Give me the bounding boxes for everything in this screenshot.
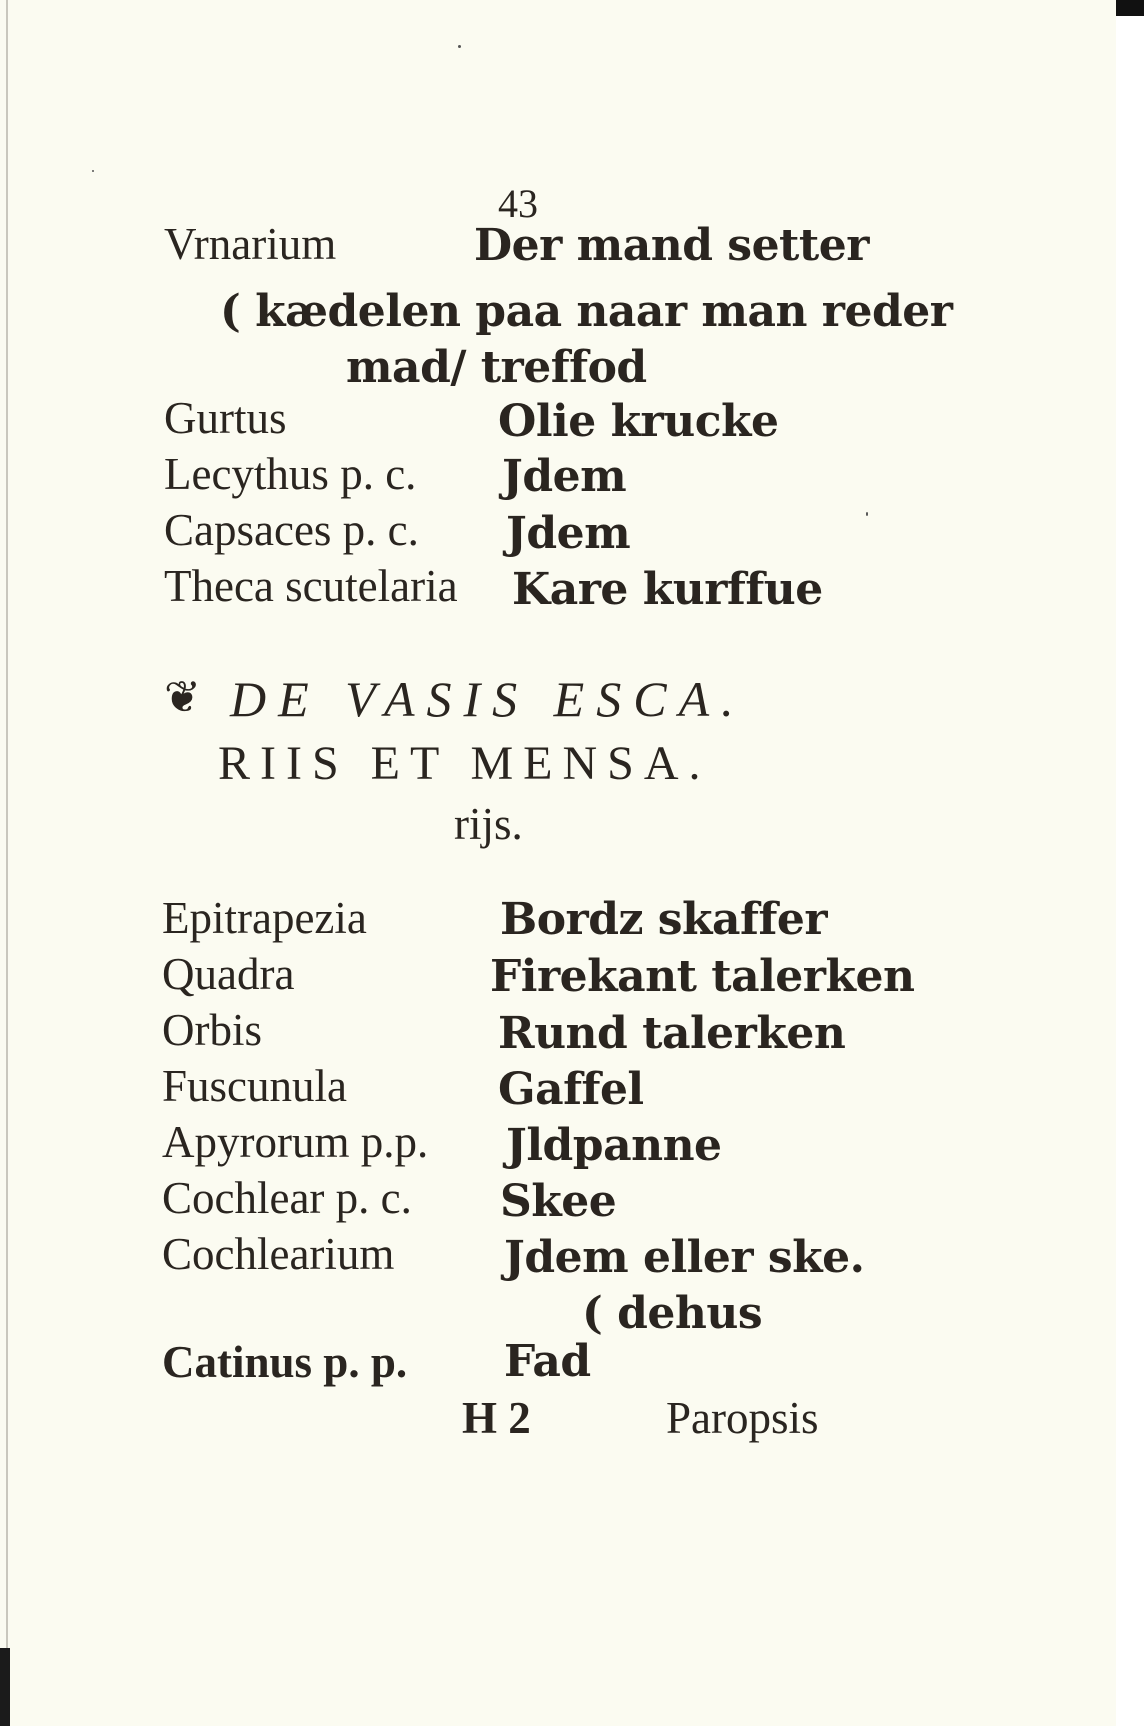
danish-term: Rund talerken: [498, 1008, 846, 1059]
signature-mark: H 2: [462, 1393, 531, 1443]
latin-term: Cochlearium: [162, 1229, 395, 1279]
catchword: Paropsis: [666, 1393, 819, 1443]
section-heading-line3: rijs.: [454, 799, 523, 849]
latin-term: Catinus p. p.: [162, 1337, 408, 1387]
danish-term: Jdem: [506, 508, 631, 559]
danish-term: Bordz skaffer: [500, 894, 828, 945]
fleuron-ornament-icon: ❦: [164, 673, 201, 722]
ink-speck: [92, 170, 94, 172]
danish-term: Jdem eller ske.: [504, 1232, 865, 1283]
latin-term: Epitrapezia: [162, 893, 367, 943]
latin-term: Gurtus: [164, 393, 287, 443]
danish-term: Fad: [504, 1336, 591, 1387]
danish-term: Firekant talerken: [490, 951, 915, 1002]
danish-term: Kare kurffue: [512, 564, 823, 615]
latin-term: Quadra: [162, 949, 295, 999]
danish-continuation: mad/ treffod: [346, 342, 647, 393]
latin-term: Orbis: [162, 1005, 262, 1055]
ink-speck: [458, 45, 461, 48]
latin-term: Fuscunula: [162, 1061, 347, 1111]
latin-term: Cochlear p. c.: [162, 1173, 412, 1223]
section-heading-line2: RIIS ET MENSA.: [218, 737, 711, 790]
scan-corner-mark: [1116, 0, 1144, 16]
latin-term: Apyrorum p.p.: [162, 1117, 429, 1167]
scan-edge-mark: [0, 1648, 10, 1726]
danish-term: Jldpanne: [506, 1120, 722, 1171]
section-heading-line1: DE VASIS ESCA.: [230, 671, 746, 727]
ink-speck: [866, 512, 868, 516]
latin-term: Theca scutelaria: [164, 561, 458, 611]
danish-term: Skee: [500, 1176, 617, 1227]
page-number: 43: [498, 181, 538, 226]
danish-term: Gaffel: [498, 1064, 644, 1115]
danish-continuation: ( dehus: [582, 1288, 763, 1339]
danish-term: Olie krucke: [498, 396, 779, 447]
latin-term: Vrnarium: [164, 219, 337, 269]
page-edge-line: [6, 0, 8, 1726]
latin-term: Capsaces p. c.: [164, 505, 419, 555]
danish-term: Der mand setter: [474, 220, 869, 271]
latin-term: Lecythus p. c.: [164, 449, 417, 499]
danish-continuation: ( kædelen paa naar man reder: [220, 286, 953, 337]
danish-term: Jdem: [502, 451, 627, 502]
scan-margin: [1116, 0, 1144, 1726]
